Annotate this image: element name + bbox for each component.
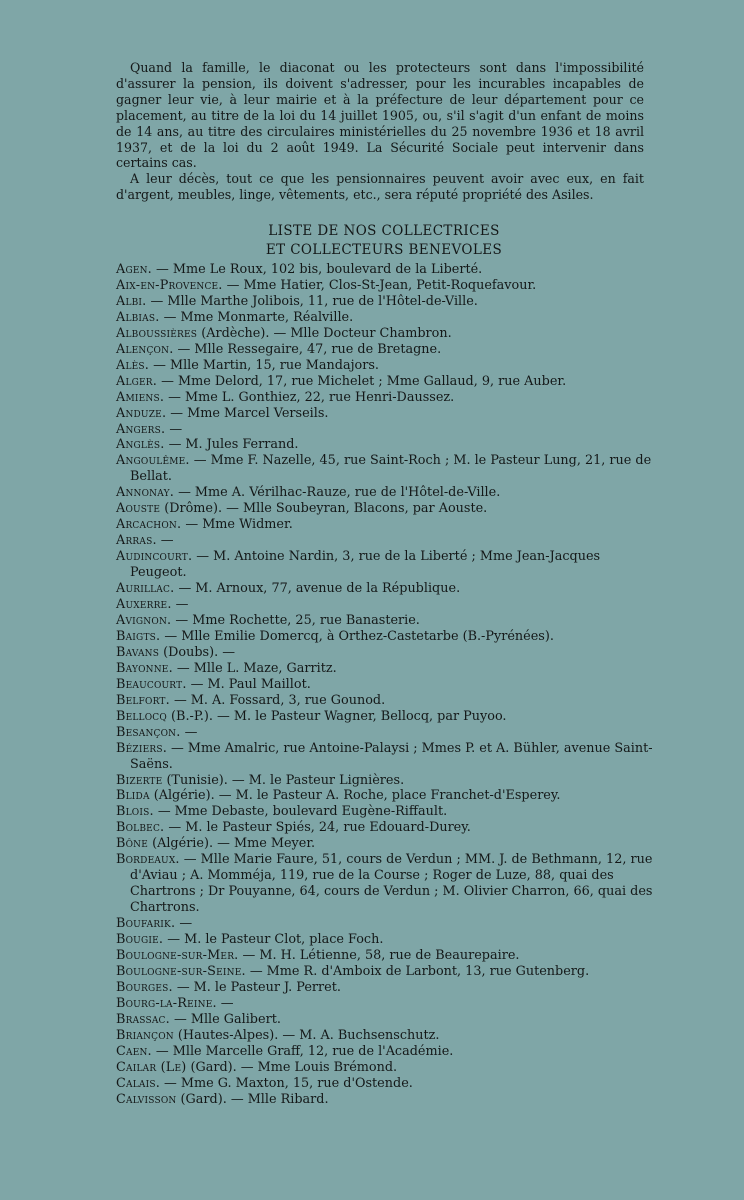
entry-place: Boufarik. xyxy=(116,916,176,932)
entry-place: Albias. xyxy=(116,309,160,325)
entry-place: Besançon. xyxy=(116,724,181,740)
list-item xyxy=(116,501,656,517)
list-item xyxy=(116,980,656,996)
list-item xyxy=(116,661,656,677)
entry-details: — Mme L. Gonthiez, 22, rue Henri-Daussez. xyxy=(164,389,455,405)
entry-details: (Gard). — Mme Louis Brémond. xyxy=(186,1059,398,1075)
entry-details: — Mlle Ressegaire, 47, rue de Bretagne. xyxy=(173,341,442,357)
entry-details: — xyxy=(165,421,183,437)
entry-details: — xyxy=(216,995,234,1011)
entry-details: — Mme Marcel Verseils. xyxy=(166,405,329,421)
list-item xyxy=(116,996,656,1012)
list-item xyxy=(116,1092,656,1108)
entry-place: Aix-en-Provence. xyxy=(116,277,223,293)
list-item xyxy=(116,310,656,326)
entry-details: — M. Antoine Nardin, 3, rue de la Liberté ; Mme Jean-Jacques Peugeot. xyxy=(130,549,601,581)
list-item xyxy=(116,964,656,980)
list-item xyxy=(116,932,656,948)
entry-details: — xyxy=(171,597,189,613)
entry-details: — xyxy=(180,724,198,740)
entry-place: Bordeaux. xyxy=(116,852,180,868)
list-item xyxy=(116,645,656,661)
entry-details: — M. le Pasteur Spiés, 24, rue Edouard-Durey. xyxy=(164,820,471,836)
entry-details: — Mme Delord, 17, rue Michelet ; Mme Gallaud, 9, rue Auber. xyxy=(157,373,567,389)
entry-details: (Doubs). — xyxy=(159,644,236,660)
entry-place: Bavans xyxy=(116,644,160,660)
entry-place: Cailar (Le) xyxy=(116,1059,187,1075)
entry-place: Auxerre. xyxy=(116,597,172,613)
entry-place: Alboussières xyxy=(116,325,198,341)
entry-place: Boulogne-sur-Seine. xyxy=(116,963,246,979)
list-heading xyxy=(120,222,648,260)
intro-paragraph-1: Quand la famille, le diaconat ou les protecteurs sont dans l'impossibilité d'assurer la pension, ils doivent s'adresser, pour les incurables incapables de gagner leur vie, à leur mairie et à la préfecture de leur département pour ce placement, au titre de la loi du 14 juillet 1905, ou, s'il s'agit d'un enfant de moins de 14 ans, au titre des circulaires ministérielles du 25 novembre 1936 et 18 avril 1937, et de la loi du 2 août 1949. La Sécurité Sociale peut intervenir dans certains cas. xyxy=(116,60,644,171)
list-item xyxy=(116,597,656,613)
entry-place: Agen. xyxy=(116,262,152,277)
list-item xyxy=(116,788,656,804)
list-item xyxy=(116,437,656,453)
list-item xyxy=(116,358,656,374)
entry-place: Calvisson xyxy=(116,1091,177,1107)
entry-place: Caen. xyxy=(116,1043,152,1059)
entry-details: — Mme Hatier, Clos-St-Jean, Petit-Roquefavour. xyxy=(222,277,537,293)
entry-place: Angers. xyxy=(116,421,166,437)
list-item xyxy=(116,1028,656,1044)
list-item xyxy=(116,390,656,406)
entry-details: (B.-P.). — M. le Pasteur Wagner, Bellocq, par Puyoo. xyxy=(166,708,507,724)
entry-place: Audincourt. xyxy=(116,549,193,565)
entry-place: Bayonne. xyxy=(116,660,173,676)
entry-details: — M. le Pasteur J. Perret. xyxy=(172,979,341,995)
entry-place: Beaucourt. xyxy=(116,676,187,692)
entry-place: Anglès. xyxy=(116,437,165,453)
heading-line-1: LISTE DE NOS COLLECTRICES xyxy=(268,223,500,239)
entry-place: Belfort. xyxy=(116,692,170,708)
entry-details: — Mme R. d'Amboix de Larbont, 13, rue Gutenberg. xyxy=(245,963,590,979)
entry-place: Bougie. xyxy=(116,932,164,948)
intro-text xyxy=(116,60,644,203)
entry-place: Blida xyxy=(116,788,150,804)
entry-details: (Hautes-Alpes). — M. A. Buchsenschutz. xyxy=(173,1027,440,1043)
entry-place: Bizerte xyxy=(116,772,163,788)
entry-place: Bellocq xyxy=(116,708,167,724)
entry-place: Aouste xyxy=(116,501,161,517)
entry-place: Bône xyxy=(116,836,149,852)
entry-details: — Mlle Marthe Jolibois, 11, rue de l'Hôtel-de-Ville. xyxy=(146,293,478,309)
list-item xyxy=(116,262,656,278)
collector-list xyxy=(116,262,656,1108)
entry-details: — Mme Widmer. xyxy=(181,517,293,533)
list-item xyxy=(116,1076,656,1092)
list-item xyxy=(116,326,656,342)
list-item xyxy=(116,453,656,485)
entry-place: Alès. xyxy=(116,357,150,373)
entry-place: Alençon. xyxy=(116,341,174,357)
entry-place: Béziers. xyxy=(116,740,167,756)
list-item xyxy=(116,549,656,581)
entry-place: Arras. xyxy=(116,533,157,549)
list-item xyxy=(116,406,656,422)
list-item xyxy=(116,613,656,629)
entry-details: — xyxy=(156,533,174,549)
entry-details: (Gard). — Mlle Ribard. xyxy=(176,1091,329,1107)
list-item xyxy=(116,422,656,438)
entry-place: Annonay. xyxy=(116,485,174,501)
list-item xyxy=(116,485,656,501)
entry-details: — xyxy=(175,916,193,932)
entry-place: Bourges. xyxy=(116,979,173,995)
entry-place: Briançon xyxy=(116,1027,174,1043)
list-item xyxy=(116,533,656,549)
entry-details: — Mlle Galibert. xyxy=(169,1011,281,1027)
entry-details: — M. le Pasteur Clot, place Foch. xyxy=(163,932,384,948)
entry-place: Avignon. xyxy=(116,612,172,628)
list-item xyxy=(116,741,656,773)
entry-details: — Mme Le Roux, 102 bis, boulevard de la Liberté. xyxy=(151,262,483,277)
list-item xyxy=(116,517,656,533)
list-item xyxy=(116,693,656,709)
entry-details: — M. H. Létienne, 58, rue de Beaurepaire. xyxy=(238,947,520,963)
list-item xyxy=(116,1060,656,1076)
entry-place: Baigts. xyxy=(116,628,161,644)
entry-details: — Mme Rochette, 25, rue Banasterie. xyxy=(171,612,420,628)
entry-details: — Mme A. Vérilhac-Rauze, rue de l'Hôtel-de-Ville. xyxy=(174,485,501,501)
list-item xyxy=(116,948,656,964)
entry-place: Albi. xyxy=(116,293,147,309)
entry-details: — M. Arnoux, 77, avenue de la République. xyxy=(174,581,461,597)
entry-place: Angoulême. xyxy=(116,453,190,469)
list-item xyxy=(116,629,656,645)
list-item xyxy=(116,804,656,820)
list-item xyxy=(116,725,656,741)
entry-details: (Ardèche). — Mlle Docteur Chambron. xyxy=(197,325,452,341)
entry-place: Aurillac. xyxy=(116,581,175,597)
entry-place: Calais. xyxy=(116,1075,160,1091)
list-item xyxy=(116,294,656,310)
entry-details: — M. Paul Maillot. xyxy=(186,676,311,692)
entry-place: Alger. xyxy=(116,373,158,389)
entry-details: — M. A. Fossard, 3, rue Gounod. xyxy=(169,692,386,708)
entry-details: (Tunisie). — M. le Pasteur Lignières. xyxy=(162,772,405,788)
entry-place: Arcachon. xyxy=(116,517,182,533)
list-item xyxy=(116,836,656,852)
heading-line-2: ET COLLECTEURS BENEVOLES xyxy=(265,242,503,258)
entry-details: — Mlle Marie Faure, 51, cours de Verdun ; MM. J. de Bethmann, 12, rue d'Aviau ; A. Momméja, 119, rue de la Course ; Roger de Luze, 88, quai des Chartrons ; Dr Pouyanne, 64, cours de Verdun ; M. Olivier Charron, 66, quai des Chartrons. xyxy=(130,852,653,916)
list-item xyxy=(116,852,656,916)
entry-details: — Mlle Martin, 15, rue Mandajors. xyxy=(149,357,379,373)
intro-paragraph-2: A leur décès, tout ce que les pensionnaires peuvent avoir avec eux, en fait d'argent, meubles, linge, vêtements, etc., sera réputé propriété des Asiles. xyxy=(116,171,644,203)
list-item xyxy=(116,677,656,693)
entry-place: Anduze. xyxy=(116,405,167,421)
entry-details: — Mme G. Maxton, 15, rue d'Ostende. xyxy=(159,1075,413,1091)
list-item xyxy=(116,581,656,597)
entry-details: (Algérie). — M. le Pasteur A. Roche, place Franchet-d'Esperey. xyxy=(149,788,561,804)
entry-place: Blois. xyxy=(116,804,154,820)
list-item xyxy=(116,374,656,390)
entry-details: — Mme Amalric, rue Antoine-Palaysi ; Mmes P. et A. Bühler, avenue Saint-Saëns. xyxy=(130,740,653,772)
list-item xyxy=(116,342,656,358)
list-item xyxy=(116,1012,656,1028)
entry-place: Brassac. xyxy=(116,1011,170,1027)
entry-place: Bourg-la-Reine. xyxy=(116,995,217,1011)
entry-details: — Mme F. Nazelle, 45, rue Saint-Roch ; M. le Pasteur Lung, 21, rue de Bellat. xyxy=(130,453,652,485)
entry-details: (Drôme). — Mlle Soubeyran, Blacons, par Aouste. xyxy=(160,501,488,517)
list-item xyxy=(116,1044,656,1060)
entry-details: — Mlle Emilie Domercq, à Orthez-Castetarbe (B.-Pyrénées). xyxy=(160,628,554,644)
list-item xyxy=(116,916,656,932)
entry-place: Bolbec. xyxy=(116,820,165,836)
entry-details: — Mme Debaste, boulevard Eugène-Riffault. xyxy=(153,804,448,820)
list-item xyxy=(116,820,656,836)
entry-place: Boulogne-sur-Mer. xyxy=(116,947,239,963)
list-item xyxy=(116,709,656,725)
entry-details: — Mlle L. Maze, Garritz. xyxy=(172,660,337,676)
entry-details: — M. Jules Ferrand. xyxy=(164,437,299,453)
entry-details: — Mlle Marcelle Graff, 12, rue de l'Académie. xyxy=(151,1043,454,1059)
list-item xyxy=(116,278,656,294)
entry-place: Amiens. xyxy=(116,389,165,405)
entry-details: (Algérie). — Mme Meyer. xyxy=(148,836,316,852)
list-item xyxy=(116,773,656,789)
entry-details: — Mme Monmarte, Réalville. xyxy=(159,309,354,325)
